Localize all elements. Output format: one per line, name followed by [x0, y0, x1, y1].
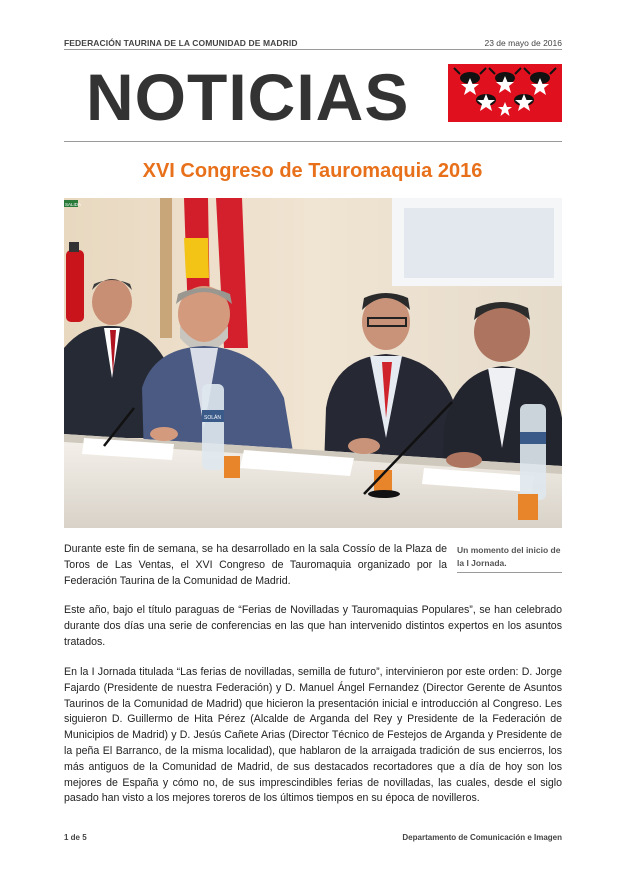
exit-sign-text: SALIDA — [65, 202, 82, 207]
article-paragraph: En la I Jornada titulada “Las ferias de novilladas, semilla de futuro”, intervinieron por este orden: D. Jorge Fajardo (Presidente de nuestra Federación) y D. Manuel Ángel Fernandez (Director Gerente de Asuntos Taurinos de la Comunidad de Madrid) que hicieron la presentación inicial e introducción al Congreso. Les siguieron D. Guillermo de Hita Pérez (Alcalde de Arganda del Rey y Presidente de la Federación de Municipios de Madrid) y D. Jesús Cañete Arias (Director Técnico de Festejos de Arganda y Presidente de la peña El Barranco, de la misma localidad), que hablaron de la arraigada tradición de sus encierros, los más antiguos de la Comunidad de Madrid, de sus destacados recortadores que a día de hoy son los mejores de España y cómo no, de sus imprescindibles ferias de novilladas, las cuales, desde el siglo pasado han visto a los mejores toreros de los últimos tiempos en su época de novilleros. — [64, 666, 562, 805]
photo-caption: Un momento del inicio de la I Jornada. — [457, 545, 561, 568]
header-divider — [64, 49, 562, 50]
article-headline: XVI Congreso de Tauromaquia 2016 — [142, 160, 483, 182]
masthead-divider — [64, 141, 562, 142]
article-paragraph: Este año, bajo el título paraguas de “Ferias de Novilladas y Tauromaquias Populares”, se han celebrado durante dos días una serie de conferencias en las que han intervenido distintos expertos en los asuntos tratados. — [64, 604, 562, 648]
page-number: 1 de 5 — [64, 833, 87, 842]
caption-divider — [457, 572, 562, 573]
article-paragraph: Durante este fin de semana, se ha desarrollado en la sala Cossío de la Plaza de Toros de Las Ventas, el XVI Congreso de Tauromaquia organizado por la Federación Taurina de la Comunidad de Madrid. — [64, 543, 447, 587]
header-date: 23 de mayo de 2016 — [484, 38, 562, 48]
bottle-label-text: SOLÁN — [204, 415, 221, 421]
header-organization: FEDERACIÓN TAURINA DE LA COMUNIDAD DE MADRID — [64, 38, 298, 48]
conference-panel-photo — [64, 198, 562, 528]
masthead-title: NOTICIAS — [86, 60, 410, 134]
madrid-bull-stars-flag-icon — [448, 64, 562, 122]
footer-department: Departamento de Comunicación e Imagen — [402, 833, 562, 842]
